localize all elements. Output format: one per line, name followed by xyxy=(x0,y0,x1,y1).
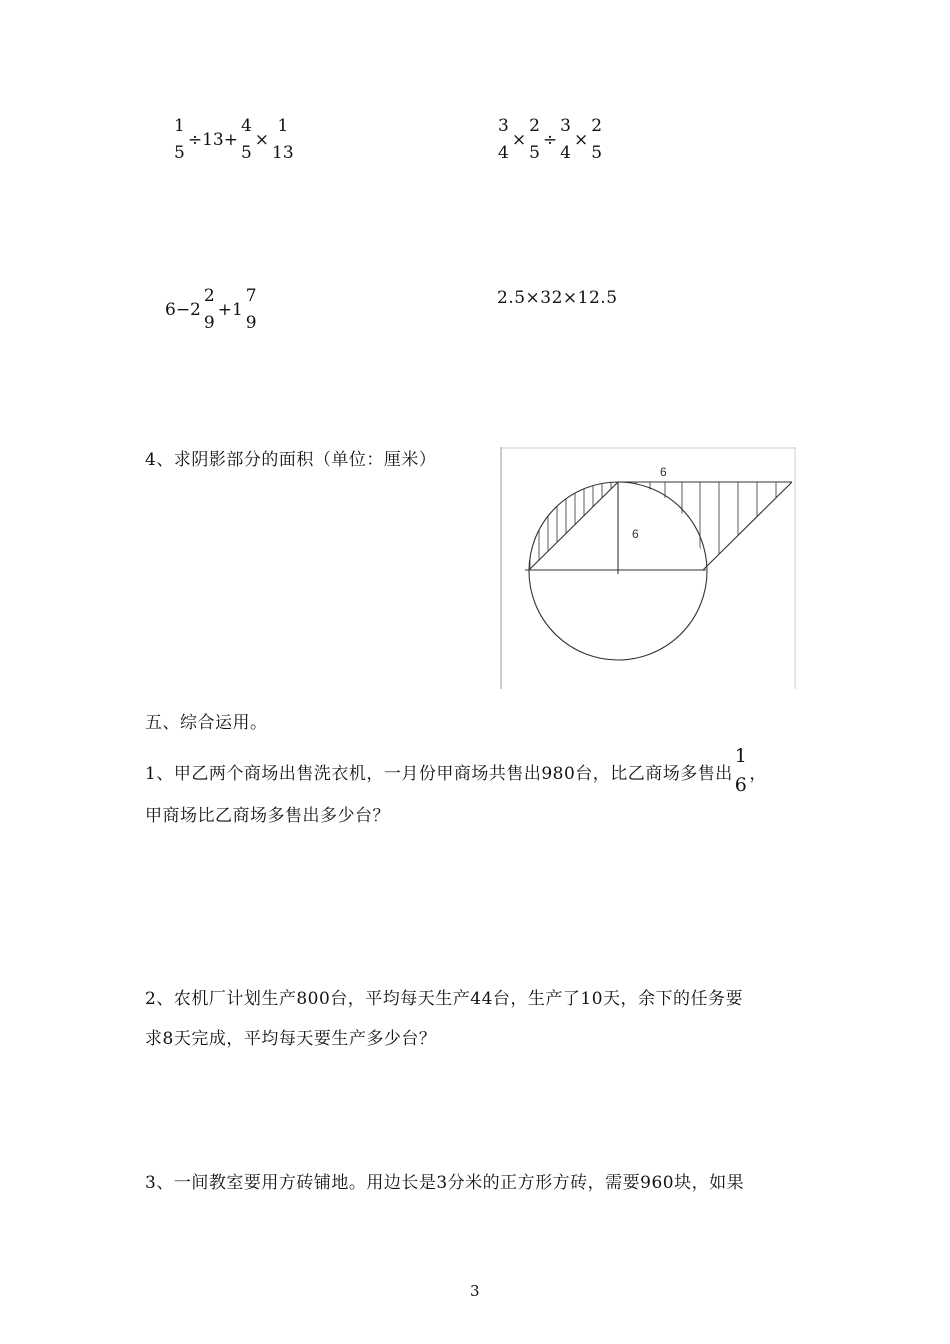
expression-1: 1 5 ÷13+ 4 5 × 1 13 xyxy=(174,116,294,163)
fraction: 2 9 xyxy=(203,286,215,333)
fraction: 2 5 xyxy=(529,116,540,163)
problem-1-line-2: 甲商场比乙商场多售出多少台？ xyxy=(145,806,390,826)
left-slant-line xyxy=(529,482,618,570)
expression-4: 2.5×32×12.5 xyxy=(497,288,618,308)
problem-2-line-2: 求8天完成，平均每天要生产多少台？ xyxy=(145,1029,437,1049)
right-slant-line xyxy=(703,482,792,570)
problem-1-line-1: 1、甲乙两个商场出售洗衣机，一月份甲商场共售出980台，比乙商场多售出 1 6 ， xyxy=(145,745,767,796)
top-length-label: 6 xyxy=(660,465,667,479)
fraction: 1 13 xyxy=(272,116,294,163)
problem-3-line-1: 3、一间教室要用方砖铺地。用边长是3分米的正方形方砖，需要960块，如果 xyxy=(145,1173,745,1193)
fraction: 7 9 xyxy=(245,286,257,333)
expression-2: 3 4 × 2 5 ÷ 3 4 × 2 5 xyxy=(498,116,603,163)
shaded-area-diagram xyxy=(500,447,796,689)
fraction: 3 4 xyxy=(560,116,571,163)
fraction: 3 4 xyxy=(498,116,509,163)
fraction: 4 5 xyxy=(240,116,252,163)
fraction: 1 5 xyxy=(174,116,185,163)
section-heading: 五、综合运用。 xyxy=(145,713,268,733)
hatch-right xyxy=(626,482,776,570)
question-4-text: 4、求阴影部分的面积（单位：厘米） xyxy=(145,450,437,470)
radius-label: 6 xyxy=(632,527,639,541)
page-number: 3 xyxy=(470,1282,480,1300)
fraction: 1 6 xyxy=(734,745,748,796)
expression-3: 6−2 2 9 +1 7 9 xyxy=(165,286,257,333)
fraction: 2 5 xyxy=(591,116,603,163)
problem-2-line-1: 2、农机厂计划生产800台，平均每天生产44台，生产了10天，余下的任务要 xyxy=(145,989,744,1009)
